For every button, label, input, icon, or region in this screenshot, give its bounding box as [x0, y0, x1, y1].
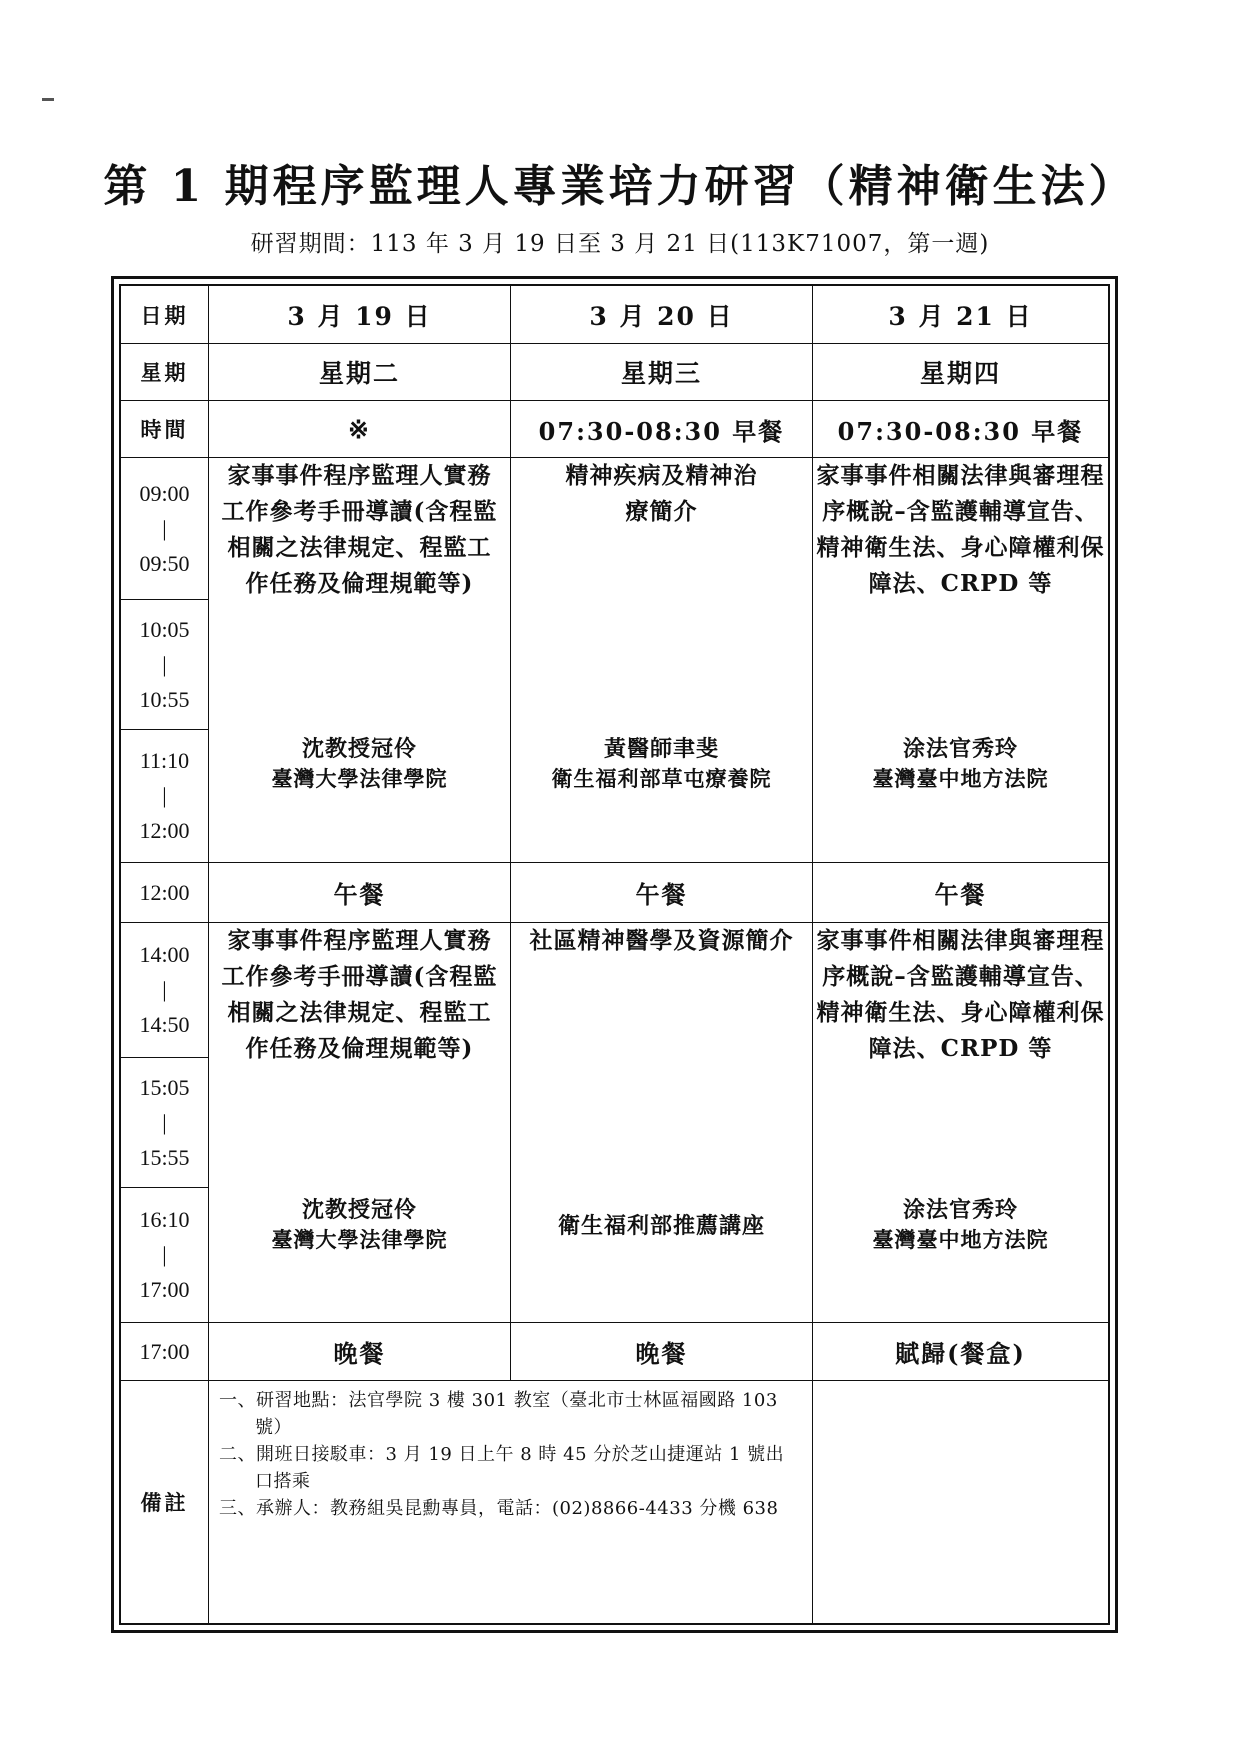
breakfast-row: [121, 401, 1109, 458]
speaker-name: 涂法官秀玲: [902, 736, 1018, 762]
afternoon-slot-1: [121, 923, 1109, 1058]
time-start: 14:00: [139, 942, 190, 967]
time-start: 16:10: [139, 1207, 190, 1232]
speaker-name: 沈教授冠伶: [301, 736, 417, 762]
speaker-name: 衛生福利部推薦講座: [557, 1213, 765, 1239]
weekday-label: 星期: [121, 344, 209, 401]
notes-content: [209, 1381, 813, 1624]
time-separator: |: [162, 651, 167, 677]
notes-blank-cell: [813, 1381, 1109, 1624]
date-day-2: 3 月 20 日: [511, 286, 813, 344]
speaker-affiliation: 臺灣臺中地方法院: [872, 766, 1049, 791]
time-start: 09:00: [139, 480, 190, 506]
time-end: 15:55: [139, 1144, 190, 1170]
schedule-inner-border: [119, 284, 1110, 1625]
time-slot-0900: [121, 458, 209, 600]
morning-session-day-2: [511, 458, 813, 863]
time-end: 17:00: [139, 1277, 190, 1302]
note-shuttle: 二、開班日接駁車：3 月 19 日上午 8 時 45 分於芝山捷運站 1 號出口搭乘: [219, 1444, 785, 1492]
time-label: 時間: [121, 401, 209, 458]
speaker-affiliation: 臺灣大學法律學院: [271, 766, 448, 791]
weekday-row: [121, 344, 1109, 401]
time-start: 15:05: [139, 1074, 190, 1100]
date-row: [121, 286, 1109, 344]
dinner-day-3: 賦歸(餐盒): [813, 1323, 1109, 1381]
speaker-affiliation: 衛生福利部草屯療養院: [551, 766, 772, 791]
breakfast-day-1: ※: [209, 401, 511, 458]
speaker-name: 沈教授冠伶: [301, 1197, 417, 1223]
course-title: 家事事件程序監理人實務工作參考手冊導讀(含程監相關之法律規定、程監工作任務及倫理規範等): [221, 462, 498, 597]
speaker-affiliation: 臺灣大學法律學院: [271, 1227, 448, 1252]
time-start: 11:10: [139, 748, 190, 773]
breakfast-day-3: 07:30-08:30 早餐: [813, 401, 1109, 458]
lunch-time: 12:00: [121, 863, 209, 923]
time-separator: |: [162, 515, 167, 541]
speaker-affiliation: 臺灣臺中地方法院: [872, 1227, 1049, 1252]
breakfast-day-2: 07:30-08:30 早餐: [511, 401, 813, 458]
time-end: 09:50: [139, 550, 190, 576]
time-end: 10:55: [139, 686, 190, 712]
date-day-1: 3 月 19 日: [209, 286, 511, 344]
notes-row: [121, 1381, 1109, 1624]
time-slot-1505: [121, 1058, 209, 1188]
lunch-day-1: 午餐: [209, 863, 511, 923]
weekday-day-3: 星期四: [813, 344, 1109, 401]
note-contact: 三、承辦人：教務組吳昆勳專員，電話：(02)8866-4433 分機 638: [219, 1498, 779, 1519]
course-title: 精神疾病及精神治療簡介: [565, 462, 758, 525]
afternoon-session-day-3: [813, 923, 1109, 1323]
schedule-table: [120, 285, 1109, 1624]
schedule-frame: [111, 276, 1118, 1633]
morning-slot-1: [121, 458, 1109, 600]
lunch-day-2: 午餐: [511, 863, 813, 923]
time-separator: |: [162, 783, 167, 808]
page-title: 第 1 期程序監理人專業培力研習（精神衛生法）: [103, 161, 1137, 212]
notes-label: 備註: [121, 1381, 209, 1624]
dinner-row: [121, 1323, 1109, 1381]
lunch-row: [121, 863, 1109, 923]
note-venue: 一、研習地點：法官學院 3 樓 301 教室（臺北市士林區福國路 103 號）: [219, 1390, 778, 1438]
time-separator: |: [162, 1242, 167, 1267]
afternoon-session-day-1: [209, 923, 511, 1323]
dinner-time: 17:00: [121, 1323, 209, 1381]
training-period: 研習期間：113 年 3 月 19 日至 3 月 21 日(113K71007，第一週): [250, 231, 990, 257]
course-title: 家事事件相關法律與審理程序概說–含監護輔導宣告、精神衛生法、身心障權利保障法、CRPD 等: [816, 927, 1105, 1062]
weekday-day-1: 星期二: [209, 344, 511, 401]
lunch-day-3: 午餐: [813, 863, 1109, 923]
scan-speck: [42, 98, 54, 101]
time-slot-1110: [121, 730, 209, 863]
date-day-3: 3 月 21 日: [813, 286, 1109, 344]
time-start: 10:05: [139, 616, 190, 642]
time-slot-1610: [121, 1188, 209, 1323]
afternoon-session-day-2: [511, 923, 813, 1323]
time-end: 12:00: [139, 818, 190, 843]
date-label: 日期: [121, 286, 209, 344]
morning-session-day-3: [813, 458, 1109, 863]
time-slot-1400: [121, 923, 209, 1058]
time-separator: |: [162, 1109, 167, 1135]
speaker-name: 黃醫師聿斐: [603, 736, 719, 762]
course-title: 家事事件程序監理人實務工作參考手冊導讀(含程監相關之法律規定、程監工作任務及倫理規範等): [221, 927, 498, 1062]
dinner-day-2: 晚餐: [511, 1323, 813, 1381]
time-separator: |: [162, 977, 167, 1002]
time-slot-1005: [121, 600, 209, 730]
speaker-name: 涂法官秀玲: [902, 1197, 1018, 1223]
morning-session-day-1: [209, 458, 511, 863]
weekday-day-2: 星期三: [511, 344, 813, 401]
course-title: 家事事件相關法律與審理程序概說–含監護輔導宣告、精神衛生法、身心障權利保障法、CRPD 等: [816, 462, 1105, 597]
dinner-day-1: 晚餐: [209, 1323, 511, 1381]
time-end: 14:50: [139, 1012, 190, 1037]
course-title: 社區精神醫學及資源簡介: [529, 927, 794, 954]
